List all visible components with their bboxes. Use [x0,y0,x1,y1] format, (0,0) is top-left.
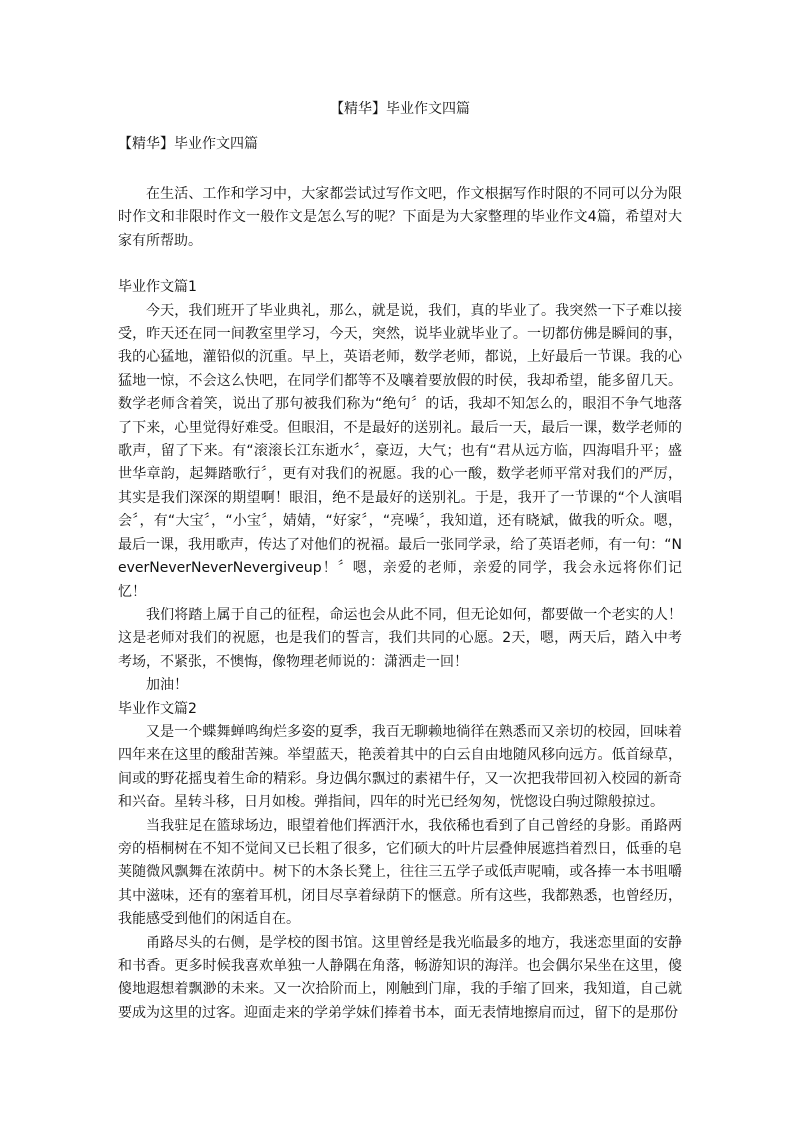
essay-2-paragraph-3: 甬路尽头的右侧，是学校的图书馆。这里曾经是我光临最多的地方，我迷恋里面的安静和书香。更多时候我喜欢单独一人静隅在角落，畅游知识的海洋。也会偶尔呆坐在这里，傻傻地遐想着飘渺的未来。又一次拾阶而上，刚触到门扉，我的手缩了回来，我知道，自己就要成为这里的过客。迎面走来的学弟学妹们捧着书本，面无表情地擦肩而过，留下的是那份 [118,934,682,1021]
document-body [118,183,682,1025]
essay-1-paragraph-1: 今天，我们班开了毕业典礼，那么，就是说，我们，真的毕业了。我突然一下子难以接受，昨天还在同一间教室里学习，今天，突然，说毕业就毕业了。一切都仿佛是瞬间的事，我的心猛地，灌铅似的沉重。早上，英语老师，数学老师，都说，上好最后一节课。我的心猛地一惊，不会这么快吧，在同学们都等不及嚷着要放假的时侯，我却希望，能多留几天。数学老师含着笑，说出了那句被我们称为“绝句〞的话，我却不知怎么的，眼泪不争气地落了下来，心里觉得好难受。但眼泪，不是最好的送别礼。最后一天，最后一课，数学老师的歌声，留了下来。有“滚滚长江东逝水〞，豪迈，大气；也有“君从远方临，四海唱升平；盛世华章韵，起舞踏歌行〞，更有对我们的祝愿。我的心一酸，数学老师平常对我们的严厉，其实是我们深深的期望啊！眼泪，绝不是最好的送别礼。于是，我开了一节课的“个人演唱会〞，有“大宝〞，“小宝〞，婧婧，“好家〞，“亮噪〞，我知道，还有晓斌，做我的听众。嗯，最后一课，我用歌声，传达了对他们的祝福。最后一张同学录，给了英语老师，有一句：“NeverNeverNeverNevergiveup！〞嗯，亲爱的老师，亲爱的同学，我会永远将你们记忆！ [118,302,682,600]
intro-paragraph: 在生活、工作和学习中，大家都尝试过写作文吧，作文根据写作时限的不同可以分为限时作文和非限时作文一般作文是怎么写的呢？下面是为大家整理的毕业作文4篇，希望对大家有所帮助。 [118,186,682,249]
document-title: 【精华】毕业作文四篇 [330,101,470,117]
essay-1-paragraph-3: 加油！ [146,677,188,694]
essay-2-heading: 毕业作文篇2 [118,700,197,717]
essay-2-paragraph-1: 又是一个蝶舞蝉鸣绚烂多姿的夏季，我百无聊赖地徜徉在熟悉而又亲切的校园，回味着四年来在这里的酸甜苦辣。举望蓝天，艳羡着其中的白云自由地随风移向远方。低首绿草，间或的野花摇曳着生命的精彩。身边偶尔飘过的素裙牛仔，又一次把我带回初入校园的新奇和兴奋。星转斗移，日月如梭。弹指间，四年的时光已经匆匆，恍惚设白驹过隙般掠过。 [118,723,682,811]
document-subtitle: 【精华】毕业作文四篇 [118,136,258,152]
essay-1-heading: 毕业作文篇1 [118,279,197,296]
spacer [118,253,682,276]
essay-1-paragraph-2: 我们将踏上属于自己的征程，命运也会从此不同，但无论如何，都要做一个老实的人！这是老师对我们的祝愿，也是我们的誓言，我们共同的心愿。2天，嗯，两天后，踏入中考考场，不紧张，不懊悔，像物理老师说的：潇洒走一回！ [118,606,682,670]
essay-2-paragraph-2: 当我驻足在篮球场边，眼望着他们挥洒汗水，我依稀也看到了自己曾经的身影。甬路两旁的梧桐树在不知不觉间又已长粗了很多，它们硕大的叶片层叠伸展遮挡着烈日，低垂的皂荚随微风飘舞在浓荫中。树下的木条长凳上，往往三五学子或低声呢喃，或各捧一本书咀嚼其中滋味，还有的塞着耳机，闭目尽享着绿荫下的惬意。所有这些，我都熟悉，也曾经历，我能感受到他们的闲适自在。 [118,817,682,928]
